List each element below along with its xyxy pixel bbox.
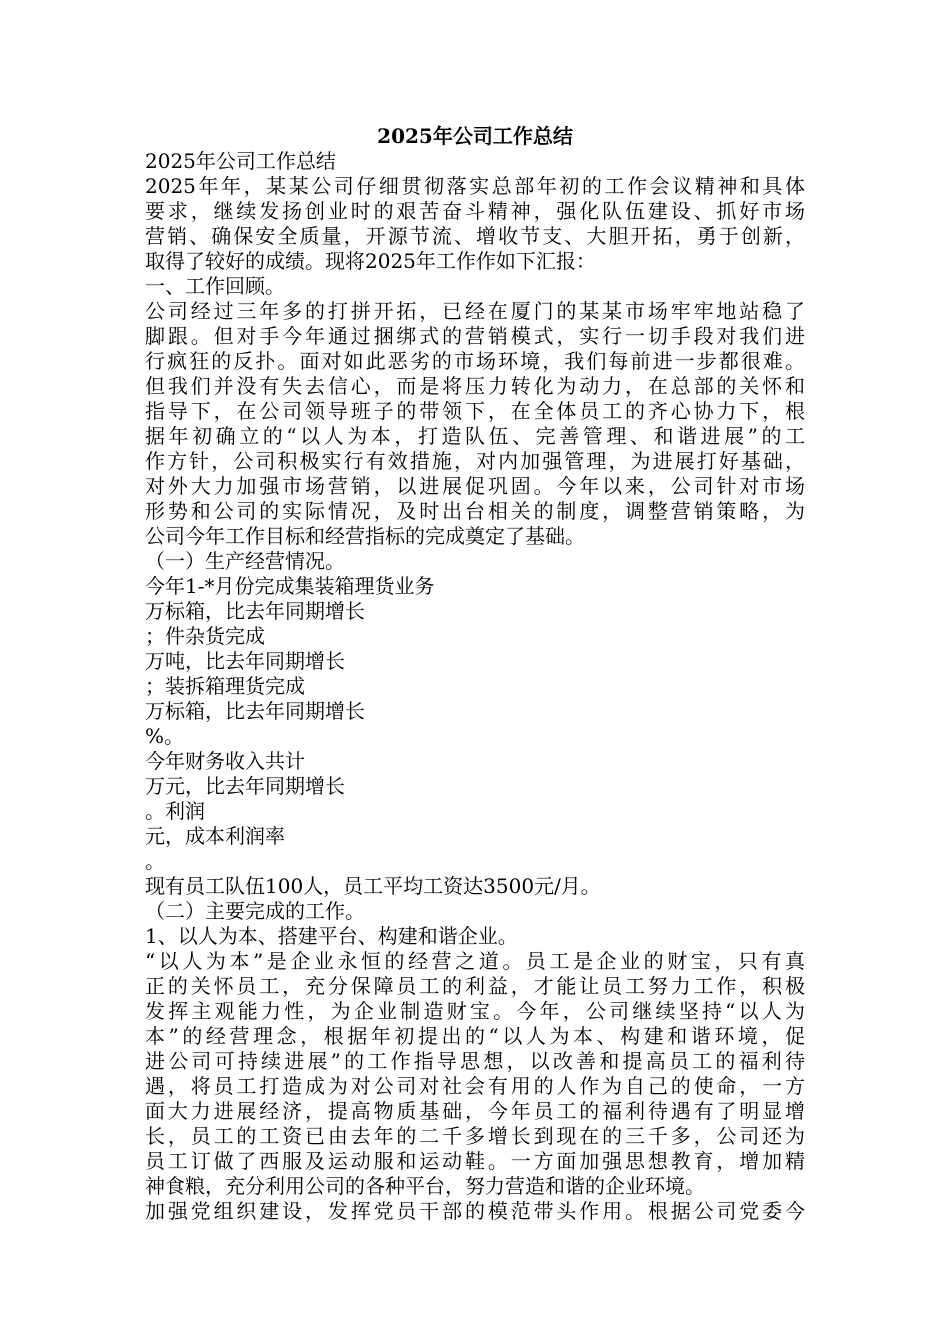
text-line: 公司经过三年多的打拼开拓，已经在厦门的某某市场牢牢地站稳了 — [145, 299, 805, 323]
text-line: 2025年年，某某公司仔细贯彻落实总部年初的工作会议精神和具体 — [145, 174, 805, 198]
text-line: 指导下，在公司领导班子的带领下，在全体员工的齐心协力下，根 — [145, 399, 805, 423]
text-line: %。 — [145, 724, 185, 748]
text-line: 员工订做了西服及运动服和运动鞋。一方面加强思想教育，增加精 — [145, 1149, 805, 1173]
text-line: 但我们并没有失去信心，而是将压力转化为动力，在总部的关怀和 — [145, 374, 805, 398]
text-line: ；件杂货完成 — [145, 624, 265, 648]
text-line: （一）生产经营情况。 — [145, 549, 345, 573]
text-line: 要求，继续发扬创业时的艰苦奋斗精神，强化队伍建设、抓好市场 — [145, 199, 805, 223]
text-line: 作方针，公司积极实行有效措施，对内加强管理，为进展打好基础， — [145, 449, 805, 473]
text-line: 1、以人为本、搭建平台、构建和谐企业。 — [145, 924, 518, 948]
text-line: 发挥主观能力性，为企业制造财宝。今年，公司继续坚持“以人为 — [145, 999, 805, 1023]
text-line: 今年1-*月份完成集装箱理货业务 — [145, 574, 435, 598]
text-line: 进公司可持续进展”的工作指导思想，以改善和提高员工的福利待 — [145, 1049, 805, 1073]
text-line: 公司今年工作目标和经营指标的完成奠定了基础。 — [145, 524, 585, 548]
text-line: ；装拆箱理货完成 — [145, 674, 305, 698]
text-line: 现有员工队伍100人，员工平均工资达3500元/月。 — [145, 874, 601, 898]
text-line: 脚跟。但对手今年通过捆绑式的营销模式，实行一切手段对我们进 — [145, 324, 805, 348]
text-line: 本”的经营理念，根据年初提出的“以人为本、构建和谐环境，促 — [145, 1024, 805, 1048]
text-line: （二）主要完成的工作。 — [145, 899, 365, 923]
document-body — [145, 149, 805, 1224]
text-line: 遇，将员工打造成为对公司对社会有用的人作为自己的使命，一方 — [145, 1074, 805, 1098]
text-line: 取得了较好的成绩。现将2025年工作作如下汇报： — [145, 249, 596, 273]
document-title: 2025年公司工作总结 — [377, 124, 573, 148]
text-line: 形势和公司的实际情况，及时出台相关的制度，调整营销策略，为 — [145, 499, 805, 523]
text-line: 一、工作回顾。 — [145, 274, 285, 298]
text-line: 神食粮，充分利用公司的各种平台，努力营造和谐的企业环境。 — [145, 1174, 705, 1198]
text-line: 对外大力加强市场营销，以进展促巩固。今年以来，公司针对市场 — [145, 474, 805, 498]
text-line: 2025年公司工作总结 — [145, 149, 336, 173]
text-line: 万吨，比去年同期增长 — [145, 649, 345, 673]
text-line: 营销、确保安全质量，开源节流、增收节支、大胆开拓，勇于创新， — [145, 224, 805, 248]
text-line: 行疯狂的反扑。面对如此恶劣的市场环境，我们每前进一步都很难。 — [145, 349, 805, 373]
text-line: 面大力进展经济，提高物质基础，今年员工的福利待遇有了明显增 — [145, 1099, 805, 1123]
text-line: 正的关怀员工，充分保障员工的利益，才能让员工努力工作，积极 — [145, 974, 805, 998]
text-line: 长，员工的工资已由去年的二千多增长到现在的三千多，公司还为 — [145, 1124, 805, 1148]
text-line: 元，成本利润率 — [145, 824, 285, 848]
text-line: 今年财务收入共计 — [145, 749, 305, 773]
text-line: 万标箱，比去年同期增长 — [145, 699, 365, 723]
text-line: 加强党组织建设，发挥党员干部的模范带头作用。根据公司党委今 — [145, 1199, 805, 1223]
text-line: 万标箱，比去年同期增长 — [145, 599, 365, 623]
text-line: 。利润 — [145, 799, 205, 823]
text-line: 。 — [145, 849, 165, 873]
text-line: “以人为本”是企业永恒的经营之道。员工是企业的财宝，只有真 — [145, 949, 805, 973]
text-line: 据年初确立的“以人为本，打造队伍、完善管理、和谐进展”的工 — [145, 424, 805, 448]
text-line: 万元，比去年同期增长 — [145, 774, 345, 798]
